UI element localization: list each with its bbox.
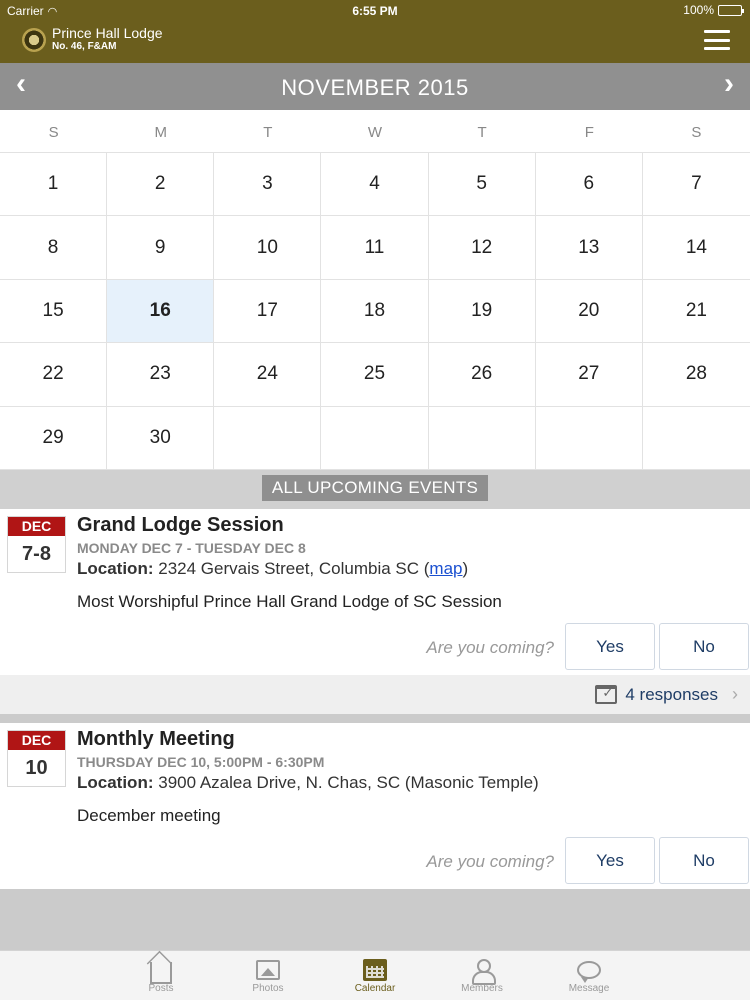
event-badge-month: DEC	[8, 517, 65, 536]
rsvp-prompt: Are you coming?	[426, 638, 554, 657]
tab-calendar[interactable]	[322, 951, 429, 1000]
event-time: MONDAY DEC 7 - TUESDAY DEC 8	[77, 540, 306, 556]
calendar-day-cell[interactable]: 29	[0, 407, 107, 470]
battery-icon	[718, 5, 742, 16]
next-month-button[interactable]: ›	[724, 67, 734, 100]
tab-label: Members	[461, 983, 503, 994]
calendar-day-cell[interactable]: 23	[107, 343, 214, 406]
app-header	[0, 0, 750, 63]
calendar-day-cell[interactable]: 28	[643, 343, 750, 406]
event-location	[77, 773, 539, 793]
tab-label: Message	[568, 983, 610, 994]
map-link[interactable]: map	[429, 559, 463, 578]
app-subtitle: No. 46, F&AM	[52, 41, 117, 52]
calendar-day-cell[interactable]: 6	[536, 153, 643, 216]
rsvp-prompt: Are you coming?	[426, 852, 554, 871]
calendar-day-cell[interactable]: 30	[107, 407, 214, 470]
tab-label: Calendar	[354, 983, 396, 994]
calendar-day-cell[interactable]: 18	[321, 280, 428, 343]
calendar-day-cell[interactable]: 27	[536, 343, 643, 406]
tab-label: Photos	[252, 983, 284, 994]
photo-icon	[256, 960, 280, 980]
members-icon	[470, 959, 494, 981]
location-text: 3900 Azalea Drive, N. Chas, SC (Masonic Temple)	[158, 773, 539, 792]
tab-label: Posts	[148, 983, 174, 994]
calendar-day-cell[interactable]: 5	[429, 153, 536, 216]
house-icon	[150, 962, 172, 984]
event-description: December meeting	[77, 806, 221, 825]
upcoming-events-header	[0, 470, 750, 509]
calendar-day-cell[interactable]: 13	[536, 216, 643, 279]
calendar-empty-cell	[536, 407, 643, 470]
calendar-empty-cell	[429, 407, 536, 470]
location-label: Location:	[77, 773, 154, 792]
status-bar	[0, 0, 750, 22]
calendar-day-cell[interactable]: 25	[321, 343, 428, 406]
responses-count: 4 responses	[625, 684, 718, 704]
calendar-day-cell[interactable]: 17	[214, 280, 321, 343]
event-badge-day: 7-8	[22, 543, 51, 565]
rsvp-no-button[interactable]: No	[659, 623, 749, 670]
weekday-label: S	[48, 124, 59, 141]
calendar-day-cell[interactable]: 3	[214, 153, 321, 216]
lodge-logo-icon	[22, 28, 46, 52]
carrier-text: Carrier	[7, 4, 44, 18]
battery-indicator	[683, 3, 742, 17]
calendar-day-cell[interactable]: 4	[321, 153, 428, 216]
tab-members[interactable]	[429, 951, 536, 1000]
calendar-empty-cell	[643, 407, 750, 470]
calendar-day-cell[interactable]: 15	[0, 280, 107, 343]
calendar-day-cell[interactable]: 21	[643, 280, 750, 343]
event-location	[77, 559, 468, 579]
weekday-label: S	[691, 124, 702, 141]
calendar-day-cell[interactable]: 20	[536, 280, 643, 343]
event-badge-day: 10	[25, 757, 48, 779]
calendar-day-cell[interactable]: 7	[643, 153, 750, 216]
weekday-label: W	[367, 124, 383, 141]
event-date-badge	[7, 516, 66, 573]
rsvp-no-button[interactable]: No	[659, 837, 749, 884]
rsvp-yes-button[interactable]: Yes	[565, 837, 655, 884]
tab-photos[interactable]	[215, 951, 322, 1000]
responses-row[interactable]	[0, 675, 750, 714]
location-end: )	[462, 559, 469, 578]
weekday-header	[0, 110, 750, 153]
calendar-day-cell[interactable]: 8	[0, 216, 107, 279]
event-card[interactable]	[0, 723, 750, 889]
calendar-day-cell[interactable]: 14	[643, 216, 750, 279]
brand	[22, 26, 163, 53]
event-title: Grand Lodge Session	[77, 514, 284, 536]
calendar-day-cell[interactable]: 19	[429, 280, 536, 343]
wifi-icon: ◠	[47, 6, 58, 18]
calendar-day-cell[interactable]: 22	[0, 343, 107, 406]
event-time: THURSDAY DEC 10, 5:00PM - 6:30PM	[77, 754, 325, 770]
calendar-day-cell[interactable]: 16	[107, 280, 214, 343]
event-badge-month: DEC	[8, 731, 65, 750]
calendar-day-cell[interactable]: 1	[0, 153, 107, 216]
tab-bar	[0, 950, 750, 1000]
calendar-day-cell[interactable]: 24	[214, 343, 321, 406]
calendar-day-cell[interactable]: 11	[321, 216, 428, 279]
location-text: 2324 Gervais Street, Columbia SC (	[158, 559, 430, 578]
calendar-empty-cell	[214, 407, 321, 470]
chevron-right-icon: ›	[732, 684, 738, 704]
calendar-empty-cell	[321, 407, 428, 470]
event-card[interactable]	[0, 509, 750, 714]
rsvp-yes-button[interactable]: Yes	[565, 623, 655, 670]
status-time: 6:55 PM	[352, 4, 398, 18]
weekday-label: F	[584, 124, 594, 141]
battery-percent: 100%	[683, 3, 714, 17]
calendar-day-cell[interactable]: 26	[429, 343, 536, 406]
calendar-day-cell[interactable]: 2	[107, 153, 214, 216]
weekday-label: M	[154, 124, 167, 141]
tab-posts[interactable]	[108, 951, 215, 1000]
calendar-day-cell[interactable]: 9	[107, 216, 214, 279]
hamburger-menu-icon[interactable]	[704, 30, 730, 50]
tab-message[interactable]	[536, 951, 643, 1000]
month-title: NOVEMBER 2015	[281, 75, 469, 100]
weekday-label: T	[263, 124, 273, 141]
app-name: Prince Hall Lodge	[52, 25, 163, 41]
message-icon	[577, 961, 601, 979]
calendar-icon	[363, 959, 387, 981]
event-description: Most Worshipful Prince Hall Grand Lodge of SC Session	[77, 592, 502, 611]
event-title: Monthly Meeting	[77, 728, 235, 750]
calendar-check-icon	[595, 685, 617, 704]
calendar-grid	[0, 153, 750, 470]
calendar-day-cell[interactable]: 10	[214, 216, 321, 279]
previous-month-button[interactable]: ‹	[16, 67, 26, 100]
location-label: Location:	[77, 559, 154, 578]
calendar-day-cell[interactable]: 12	[429, 216, 536, 279]
event-date-badge	[7, 730, 66, 787]
upcoming-events-label: ALL UPCOMING EVENTS	[262, 475, 488, 501]
month-bar	[0, 63, 750, 110]
weekday-label: T	[477, 124, 487, 141]
